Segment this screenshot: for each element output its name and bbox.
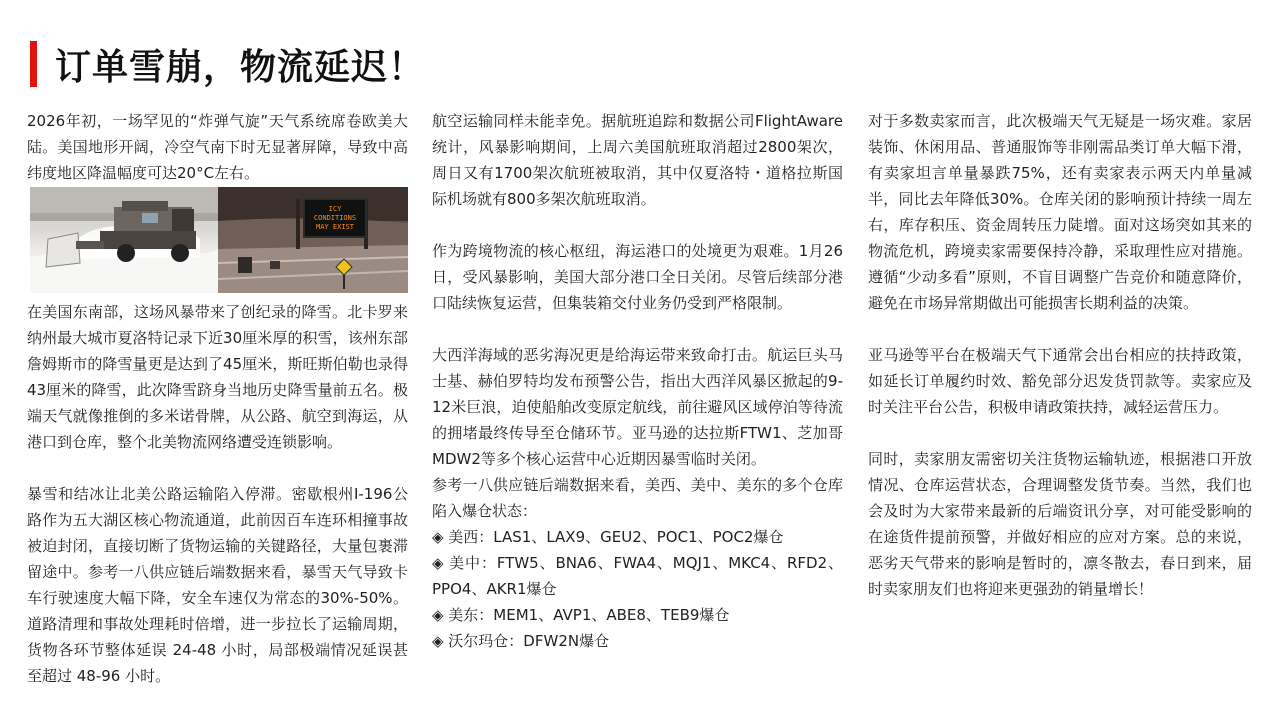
paragraph-bomb-cyclone: 2026年初，一场罕见的“炸弹气旋”天气系统席卷欧美大陆。美国地形开阔，冷空气南下时无显著屏障，导致中高纬度地区降温幅度可达20°C左右。 bbox=[27, 112, 408, 182]
paragraph-seller-impact: 对于多数卖家而言，此次极端天气无疑是一场灾难。家居装饰、休闲用品、普通服饰等非刚需品类订单大幅下滑，有卖家坦言单量暴跌75%，还有卖家表示两天内单量减半，同比去年降低30%。仓库关闭的影响预计持续一周左右，库存积压、资金周转压力陡增。面对这场突如其来的物流危机，跨境卖家需要保持冷静，采取理性应对措施。遵循“少动多看”原则，不盲目调整广告竞价和随意降价，避免在市场异常期做出可能损害长期利益的决策。 bbox=[868, 112, 1252, 312]
paragraph-warehouse-intro: 参考一八供应链后端数据来看，美西、美中、美东的多个仓库陷入爆仓状态： bbox=[432, 476, 843, 520]
highway-illustration bbox=[218, 187, 408, 293]
column-middle bbox=[432, 108, 843, 654]
paragraph-platform-support: 亚马逊等平台在极端天气下通常会出台相应的扶持政策，如延长订单履约时效、豁免部分迟发货罚款等。卖家应及时关注平台公告，积极申请政策扶持，减轻运营压力。 bbox=[868, 346, 1252, 416]
sign-line-1: ICY bbox=[328, 205, 342, 213]
highway-sign-photo bbox=[218, 187, 408, 293]
paragraph-atlantic: 大西洋海域的恶劣海况更是给海运带来致命打击。航运巨头马士基、赫伯罗特均发布预警公告，指出大西洋风暴区掀起的9-12米巨浪，迫使船舶改变原定航线，前往避风区域停泊等待流的拥堵最终传导至仓储环节。亚马逊的达拉斯FTW1、芝加哥MDW2等多个核心运营中心近期因暴雪临时关闭。 bbox=[432, 346, 843, 468]
paragraph-southeast-snow: 在美国东南部，这场风暴带来了创纪录的降雪。北卡罗来纳州最大城市夏洛特记录下近30厘米厚的积雪，该州东部詹姆斯市的降雪量更是达到了45厘米，斯旺斯伯勒也录得43厘米的降雪，此次降雪跻身当地历史降雪量前五名。极端天气就像推倒的多米诺骨牌，从公路、航空到海运，从港口到仓库，整个北美物流网络遭受连锁影响。 bbox=[27, 303, 408, 451]
photo-strip bbox=[30, 187, 408, 293]
snowplow-illustration bbox=[30, 187, 218, 293]
page-title: 订单雪崩，物流延迟！ bbox=[55, 45, 426, 88]
paragraph-road-transport: 暴雪和结冰让北美公路运输陷入停滞。密歇根州I-196公路作为五大湖区核心物流通道，此前因百车连环相撞事故被迫封闭，直接切断了货物运输的关键路径，大量包裹滞留途中。参考一八供应链后端数据来看，暴雪天气导致卡车行驶速度大幅下降，安全车速仅为常态的30%-50%。道路清理和事故处理耗时倍增，进一步拉长了运输周期，货物各环节整体延误 24-48 小时，局部极端情况延误甚至超过 48-96 小时。 bbox=[27, 485, 408, 685]
list-item-west: ◈ 美西：LAS1、LAX9、GEU2、POC1、POC2爆仓 bbox=[432, 528, 784, 546]
column-left bbox=[27, 108, 408, 689]
title-accent-bar bbox=[30, 41, 37, 87]
sign-line-3: MAY EXIST bbox=[316, 223, 354, 231]
list-item-central: ◈ 美中：FTW5、BNA6、FWA4、MQJ1、MKC4、RFD2、PPO4、AKR1爆仓 bbox=[432, 554, 843, 598]
sign-line-2: CONDITIONS bbox=[313, 214, 357, 222]
list-item-walmart: ◈ 沃尔玛仓：DFW2N爆仓 bbox=[432, 632, 610, 650]
page-header bbox=[30, 36, 425, 92]
snowplow-photo bbox=[30, 187, 218, 293]
column-right bbox=[868, 108, 1252, 602]
paragraph-sea-ports: 作为跨境物流的核心枢纽，海运港口的处境更为艰难。1月26日，受风暴影响，美国大部分港口全日关闭。尽管后续部分港口陆续恢复运营，但集装箱交付业务仍受到严格限制。 bbox=[432, 242, 843, 312]
paragraph-closing: 同时，卖家朋友需密切关注货物运输轨迹，根据港口开放情况、仓库运营状态，合理调整发货节奏。当然，我们也会及时为大家带来最新的后端资讯分享，对可能受影响的在途货件提前预警，并做好相应的应对方案。总的来说，恶劣天气带来的影响是暂时的，凛冬散去，春日到来，届时卖家朋友们也将迎来更强劲的销量增长！ bbox=[868, 450, 1252, 598]
paragraph-air-transport: 航空运输同样未能幸免。据航班追踪和数据公司FlightAware统计，风暴影响期间，上周六美国航班取消超过2800架次，周日又有1700架次航班被取消，其中仅夏洛特・道格拉斯国际机场就有800多架次航班取消。 bbox=[432, 112, 843, 208]
list-item-east: ◈ 美东：MEM1、AVP1、ABE8、TEB9爆仓 bbox=[432, 606, 730, 624]
